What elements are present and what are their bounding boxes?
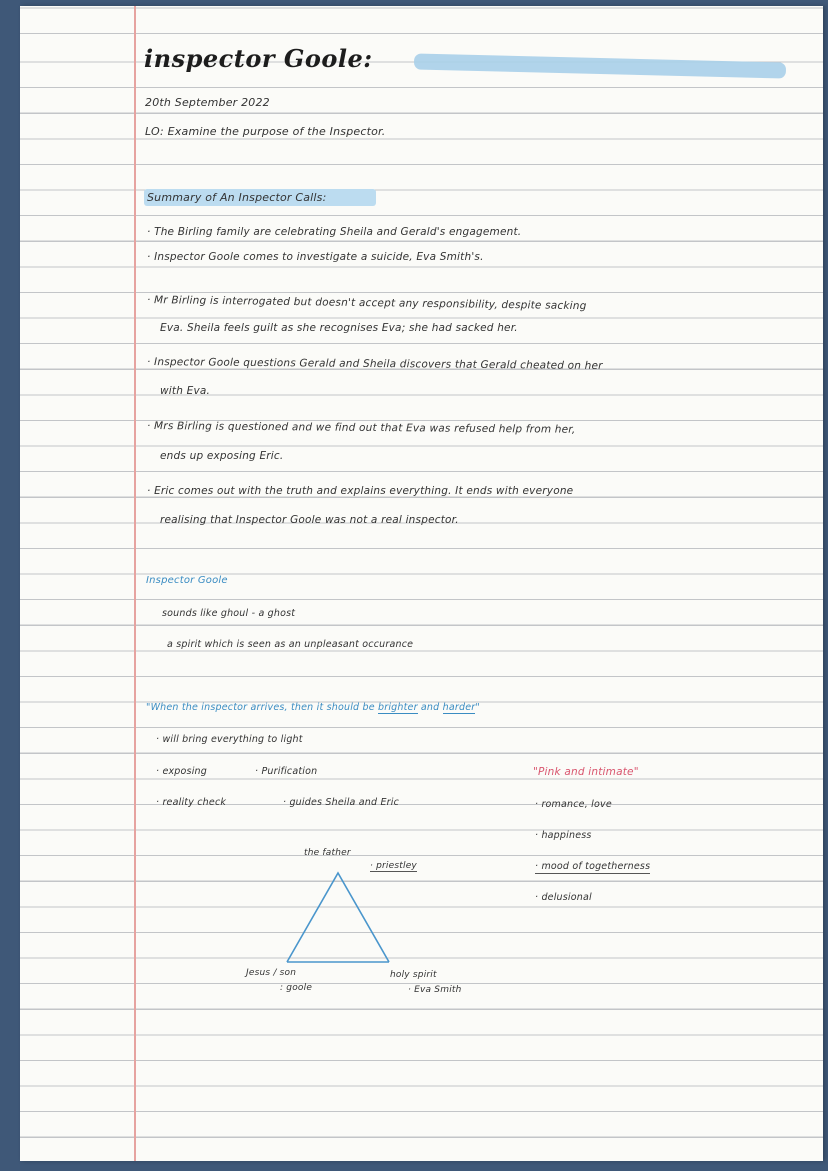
summary-line: · Mr Birling is interrogated but doesn't accept any responsibility, despite sacking <box>146 294 587 313</box>
label-son: Jesus / son <box>246 968 297 978</box>
summary-line: realising that Inspector Goole was not a real inspector. <box>160 514 459 526</box>
label-priestley: · priestley <box>370 861 417 871</box>
pink-heading: "Pink and intimate" <box>533 766 639 778</box>
quote-end: " <box>475 702 480 713</box>
learning-objective: LO: Examine the purpose of the Inspector. <box>145 125 386 138</box>
note-purification: · Purification <box>255 766 318 777</box>
summary-line: · Inspector Goole comes to investigate a suicide, Eva Smith's. <box>147 251 484 263</box>
label-son-note: : goole <box>280 983 313 993</box>
summary-line: · Inspector Goole questions Gerald and Sheila discovers that Gerald cheated on her <box>146 356 603 372</box>
label-spirit-note: · Eva Smith <box>408 985 462 995</box>
note-light: · will bring everything to light <box>156 734 303 745</box>
summary-line: with Eva. <box>160 385 211 397</box>
summary-line: · The Birling family are celebrating Sheila and Gerald's engagement. <box>147 226 522 238</box>
goole-heading: Inspector Goole <box>146 575 228 586</box>
note-exposing: · exposing <box>156 766 207 777</box>
summary-line: · Mrs Birling is questioned and we find out that Eva was refused help from her, <box>146 420 576 436</box>
quote-word-harder: harder <box>442 702 476 713</box>
pink-item: · delusional <box>535 892 592 903</box>
note-reality: · reality check <box>156 797 227 808</box>
pink-item: · happiness <box>535 830 592 841</box>
pink-item: · romance, love <box>535 799 612 810</box>
quote-start: "When the inspector arrives, then it should be <box>146 702 378 713</box>
quote-mid: and <box>417 702 443 713</box>
summary-line: ends up exposing Eric. <box>160 450 284 462</box>
quote-word-brighter: brighter <box>377 702 418 713</box>
summary-heading: Summary of An Inspector Calls: <box>147 191 327 204</box>
summary-line: · Eric comes out with the truth and explains everything. It ends with everyone <box>147 485 574 497</box>
page-title: inspector Goole: <box>144 44 373 73</box>
goole-note: sounds like ghoul - a ghost <box>162 608 296 619</box>
note-guides: · guides Sheila and Eric <box>283 797 400 808</box>
label-spirit: holy spirit <box>390 970 437 980</box>
pink-item: · mood of togetherness <box>535 861 651 872</box>
label-father: the father <box>304 848 351 858</box>
goole-note: a spirit which is seen as an unpleasant occurance <box>167 639 414 650</box>
summary-line: Eva. Sheila feels guilt as she recognises Eva; she had sacked her. <box>160 322 518 334</box>
triangle-shape <box>287 873 389 962</box>
date: 20th September 2022 <box>145 96 270 109</box>
